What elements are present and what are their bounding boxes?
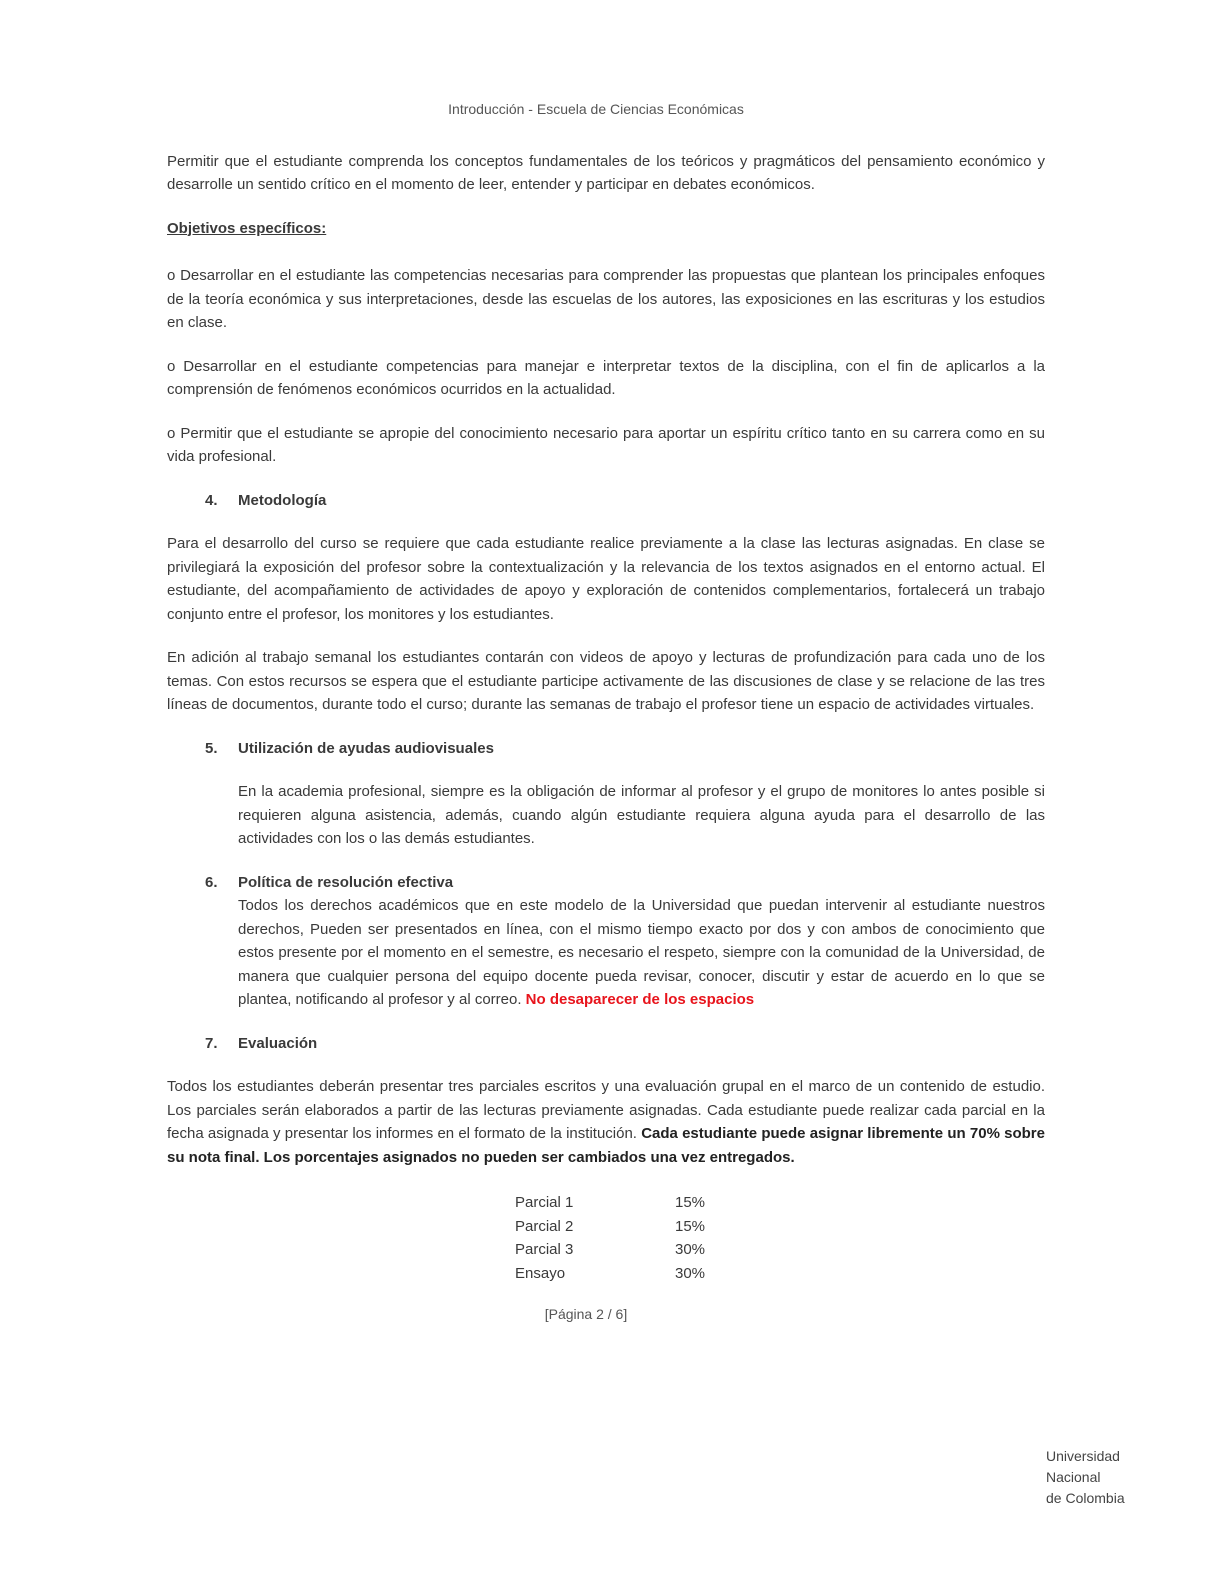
table-row bbox=[515, 1238, 705, 1262]
section-title: Política de resolución efectiva bbox=[238, 873, 454, 891]
evaluation-text: Todos los estudiantes deberán presentar tres parciales escritos y una evaluación grupal en el marco de un contenido de estudio. Los parciales serán elaborados a partir de las lecturas previamente asignadas. Cada estudiante puede realizar cada parcial en la fecha asignada y presentar los informes en el formato de la institución. bbox=[167, 1078, 1045, 1142]
logo-line: de Colombia bbox=[1046, 1490, 1125, 1506]
logo-line: Nacional bbox=[1046, 1469, 1101, 1485]
objective-item: o Desarrollar en el estudiante las competencias necesarias para comprender las propuestas que plantean los principales enfoques de la teoría económica y sus interpretaciones, desde las escuelas de los autores, las exposiciones en las escrituras y los estudios en clase. bbox=[167, 267, 1045, 331]
section-title: Metodología bbox=[238, 491, 327, 509]
section-heading-policy bbox=[205, 871, 1045, 895]
section-heading-methodology bbox=[205, 489, 1045, 513]
table-row bbox=[515, 1215, 705, 1239]
page-footer: [Página 2 / 6] bbox=[544, 1306, 628, 1322]
section-title: Evaluación bbox=[238, 1034, 318, 1052]
intro-paragraph: Permitir que el estudiante comprenda los conceptos fundamentales de los teóricos y pragmáticos del pensamiento económico y desarrolle un sentido crítico en el momento de leer, entender y participar en debates económicos. bbox=[167, 152, 1045, 193]
university-logo bbox=[1046, 1446, 1161, 1509]
grade-label: Parcial 2 bbox=[515, 1217, 574, 1235]
grade-value: 30% bbox=[675, 1241, 706, 1258]
objective-item: o Permitir que el estudiante se apropie del conocimiento necesario para aportar un espíritu crítico tanto en su carrera como en su vida profesional. bbox=[167, 424, 1045, 465]
page-header: Introducción - Escuela de Ciencias Económicas bbox=[448, 101, 744, 117]
grades-table bbox=[515, 1191, 705, 1285]
methodology-paragraph: En adición al trabajo semanal los estudiantes contarán con videos de apoyo y lecturas de profundización para cada uno de los temas. Con estos recursos se espera que el estudiante participe activamente de las discusiones de clase y se relacione de las tres líneas de documentos, durante todo el curso; durante las semanas de trabajo el profesor tiene un espacio de actividades virtuales. bbox=[167, 649, 1045, 713]
section-number: 5. bbox=[205, 739, 218, 757]
policy-highlight: No desaparecer de los espacios bbox=[525, 991, 755, 1008]
policy-paragraph bbox=[238, 894, 1045, 1012]
grade-value: 15% bbox=[675, 1194, 706, 1211]
grade-label: Parcial 1 bbox=[515, 1194, 574, 1211]
grade-label: Parcial 3 bbox=[515, 1241, 574, 1258]
section-number: 4. bbox=[205, 491, 218, 509]
grade-value: 15% bbox=[675, 1217, 706, 1235]
table-row bbox=[515, 1191, 705, 1215]
specific-objectives-title: Objetivos específicos: bbox=[167, 219, 327, 237]
policy-text: Todos los derechos académicos que en este modelo de la Universidad que puedan intervenir al estudiante nuestros derechos, Pueden ser presentados en línea, con el mismo tiempo exacto por dos y con ambos de conocimiento que estos presente por el momento en el semestre, es necesario el respeto, siempre con la comunidad de la Universidad, de manera que cualquier persona del equipo docente pueda revisar, conocer, discutir y estar de acuerdo en lo que se plantea, notificando al profesor y al correo. bbox=[238, 897, 1045, 1008]
logo-line: Universidad bbox=[1046, 1448, 1120, 1464]
section-title: Utilización de ayudas audiovisuales bbox=[238, 739, 494, 757]
section-number: 7. bbox=[205, 1034, 218, 1052]
audiovisual-paragraph: En la academia profesional, siempre es la obligación de informar al profesor y el grupo de monitores lo antes posible si requieren alguna asistencia, además, cuando algún estudiante requiera alguna ayuda para el desarrollo de las actividades con los o las demás estudiantes. bbox=[238, 783, 1045, 847]
section-number: 6. bbox=[205, 873, 218, 891]
document-page bbox=[167, 98, 1045, 1327]
section-heading-audiovisual bbox=[205, 737, 1045, 761]
objective-item: o Desarrollar en el estudiante competencias para manejar e interpretar textos de la disciplina, con el fin de aplicarlos a la comprensión de fenómenos económicos ocurridos en la actualidad. bbox=[167, 357, 1045, 398]
methodology-paragraph: Para el desarrollo del curso se requiere que cada estudiante realice previamente a la clase las lecturas asignadas. En clase se privilegiará la exposición del profesor sobre la contextualización y la relevancia de los textos asignados en el entorno actual. El estudiante, del acompañamiento de actividades de apoyo y exploración de contenidos complementarios, fortalecerá un trabajo conjunto entre el profesor, los monitores y los estudiantes. bbox=[167, 535, 1045, 623]
table-row bbox=[515, 1262, 705, 1286]
section-heading-evaluation bbox=[205, 1032, 1045, 1056]
grade-value: 30% bbox=[675, 1264, 706, 1282]
evaluation-paragraph bbox=[167, 1075, 1045, 1169]
evaluation-bold-text: Cada estudiante puede asignar libremente un 70% sobre su nota final. Los porcentajes asignados no pueden ser cambiados una vez entregados. bbox=[167, 1125, 1045, 1166]
grade-label: Ensayo bbox=[515, 1264, 566, 1282]
